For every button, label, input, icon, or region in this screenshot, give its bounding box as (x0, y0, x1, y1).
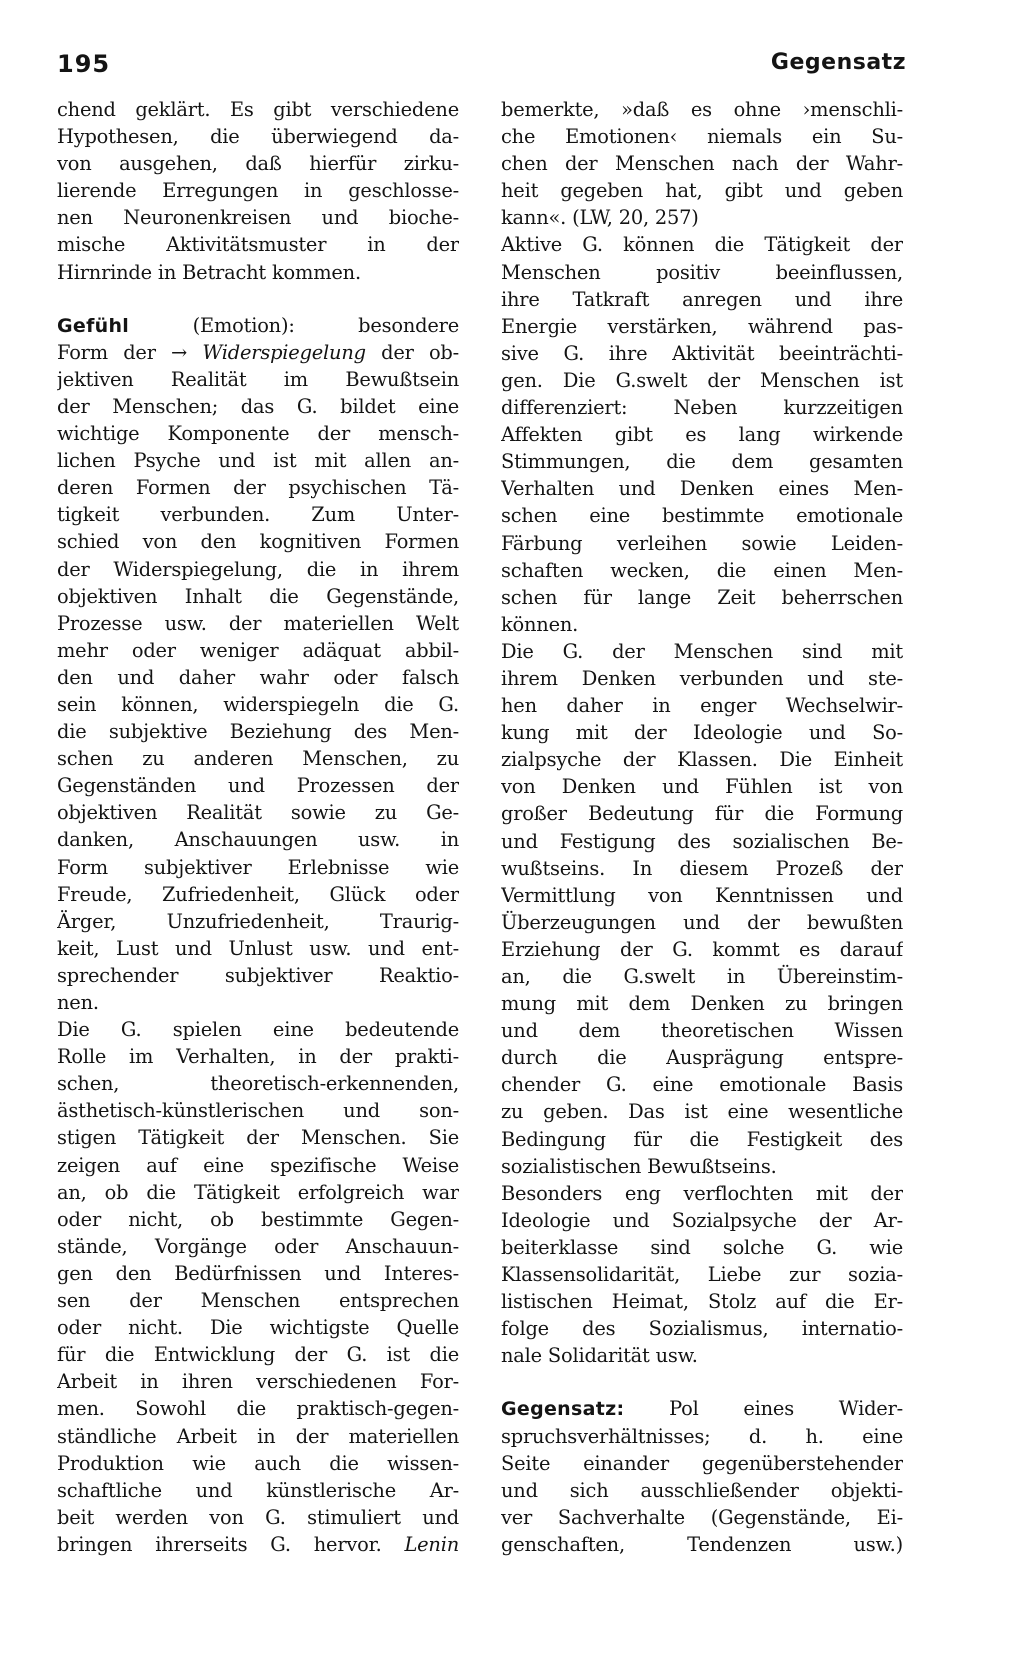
text-line: zu geben. Das ist eine wesentliche (501, 1100, 903, 1124)
headword-continuation: (Emotion): besondere (129, 313, 459, 337)
text-line: der Widerspiegelung, die in ihrem (57, 557, 459, 581)
text-line: chen der Menschen nach der Wahr- (501, 152, 903, 176)
text-line: folge des Sozialismus, internatio- (501, 1317, 903, 1341)
text-line: von ausgehen, daß hierfür zirku- (57, 152, 459, 176)
text-line: genschaften, Tendenzen usw.) (501, 1532, 903, 1556)
text-line: wichtige Komponente der mensch- (57, 422, 459, 446)
text-line (57, 312, 459, 339)
text-line: ästhetisch-künstlerischen und son- (57, 1099, 459, 1123)
text-line: jektiven Realität im Bewußtsein (57, 367, 459, 391)
text-line: schen zu anderen Menschen, zu (57, 747, 459, 771)
text-line: und dem theoretischen Wissen (501, 1019, 903, 1043)
text-line: schen, theoretisch-erkennenden, (57, 1072, 459, 1096)
cross-reference-link[interactable]: Widerspiegelung (202, 340, 366, 364)
entry-gap (57, 286, 459, 312)
entry-gefuehl-continued (501, 96, 903, 1369)
text-line: Hirnrinde in Betracht kommen. (57, 260, 361, 284)
entry-headword: Gegensatz: (501, 1398, 625, 1421)
text-line: Ideologie und Sozialpsyche der Ar- (501, 1208, 903, 1232)
text-line: lichen Psyche und ist mit allen an- (57, 449, 459, 473)
text-line: Besonders eng verflochten mit der (501, 1181, 903, 1205)
text-line: objektiven Inhalt die Gegenstände, (57, 584, 459, 608)
text-line: Gegenständen und Prozessen der (57, 774, 459, 798)
text-line: differenziert: Neben kurzzeitigen (501, 396, 903, 420)
right-column (501, 96, 903, 1558)
text-line: gen den Bedürfnissen und Interes- (57, 1261, 459, 1285)
text-line: Die G. spielen eine bedeutende (57, 1018, 459, 1042)
text-line: Ärger, Unzufriedenheit, Traurig- (57, 909, 459, 933)
left-column (57, 96, 459, 1558)
text-line: beit werden von G. stimuliert und (57, 1505, 459, 1529)
text-line: nen Neuronenkreisen und bioche- (57, 206, 459, 230)
text-line: tigkeit verbunden. Zum Unter- (57, 503, 459, 527)
text-line: Menschen positiv beeinflussen, (501, 260, 903, 284)
text-line: der Menschen; das G. bildet eine (57, 394, 459, 418)
text-line: Verhalten und Denken eines Men- (501, 477, 903, 501)
text-line: Seite einander gegenüberstehender (501, 1451, 903, 1475)
text-line: Stimmungen, die dem gesamten (501, 450, 903, 474)
text-line: stände, Vorgänge oder Anschauun- (57, 1234, 459, 1258)
text-line: kann«. (LW, 20, 257) (501, 206, 699, 230)
text-line: oder nicht. Die wichtigste Quelle (57, 1316, 459, 1340)
text-line: Energie verstärken, während pas- (501, 314, 903, 338)
text-line: sein können, widerspiegeln die G. (57, 692, 459, 716)
text-line: mische Aktivitätsmuster in der (57, 233, 459, 257)
text-line (57, 1531, 459, 1558)
page-number: 195 (57, 50, 111, 78)
text-line: heit gegeben hat, gibt und geben (501, 179, 903, 203)
text-line: kung mit der Ideologie und So- (501, 721, 903, 745)
text-line: mehr oder weniger adäquat abbil- (57, 638, 459, 662)
text-line: zeigen auf eine spezifische Weise (57, 1153, 459, 1177)
text-line (501, 1395, 903, 1422)
author-name: Lenin (404, 1532, 459, 1556)
text-line: men. Sowohl die praktisch-gegen- (57, 1397, 459, 1421)
text-line: können. (501, 612, 579, 636)
text-line: ständliche Arbeit in der materiellen (57, 1424, 459, 1448)
text-line: hen daher in enger Wechselwir- (501, 694, 903, 718)
cross-reference-prefix: Form der → (57, 340, 203, 364)
text-line: sen der Menschen entsprechen (57, 1289, 459, 1313)
text-line: den und daher wahr oder falsch (57, 665, 459, 689)
text-line: stigen Tätigkeit der Menschen. Sie (57, 1126, 459, 1150)
headword-continuation: Pol eines Wider- (624, 1397, 903, 1421)
entry-headword: Gefühl (57, 314, 130, 337)
text-line: und Festigung des sozialischen Be- (501, 829, 903, 853)
text-line: Klassensolidarität, Liebe zur sozia- (501, 1263, 903, 1287)
text-line: Produktion wie auch die wissen- (57, 1451, 459, 1475)
text-line: nale Solidarität usw. (501, 1344, 698, 1368)
text-line: schen eine bestimmte emotionale (501, 504, 903, 528)
text-line: lierende Erregungen in geschlosse- (57, 179, 459, 203)
text-line: Prozesse usw. der materiellen Welt (57, 611, 459, 635)
text-line: schied von den kognitiven Formen (57, 530, 459, 554)
text-line: für die Entwicklung der G. ist die (57, 1343, 459, 1367)
text-line: gen. Die G.swelt der Menschen ist (501, 368, 903, 392)
text-line: Färbung verleihen sowie Leiden- (501, 531, 903, 555)
text-line: Form subjektiver Erlebnisse wie (57, 855, 459, 879)
text-line: Rolle im Verhalten, in der prakti- (57, 1045, 459, 1069)
text-line: Arbeit in ihren verschiedenen For- (57, 1370, 459, 1394)
text-line: von Denken und Fühlen ist von (501, 775, 903, 799)
entry-gegensatz (501, 1395, 903, 1558)
text-line: sive G. ihre Aktivität beeinträchti- (501, 341, 903, 365)
continuation-paragraph (57, 96, 459, 286)
text-line: an, ob die Tätigkeit erfolgreich war (57, 1180, 459, 1204)
text-line: bemerkte, »daß es ohne ›menschli- (501, 98, 903, 121)
text-line: an, die G.swelt in Übereinstim- (501, 965, 903, 988)
text-line: ihre Tatkraft anregen und ihre (501, 287, 903, 311)
entry-gefuehl (57, 312, 459, 1558)
text-line: großer Bedeutung für die Formung (501, 802, 903, 826)
text-line: zialpsyche der Klassen. Die Einheit (501, 748, 903, 772)
cross-reference-suffix: der ob- (365, 340, 459, 364)
text-fragment: bringen ihrerseits G. hervor. (57, 1532, 405, 1556)
text-line: keit, Lust und Unlust usw. und ent- (57, 936, 459, 960)
text-line: Bedingung für die Festigkeit des (501, 1127, 903, 1151)
text-line: und sich ausschließender objekti- (501, 1478, 903, 1502)
text-line: ihrem Denken verbunden und ste- (501, 666, 903, 690)
text-line: die subjektive Beziehung des Men- (57, 720, 459, 744)
running-head: Gegensatz (770, 50, 906, 75)
text-line: Affekten gibt es lang wirkende (501, 423, 903, 447)
text-line: Vermittlung von Kenntnissen und (501, 883, 903, 907)
text-line: durch die Ausprägung entspre- (501, 1046, 903, 1070)
text-line: che Emotionen‹ niemals ein Su- (501, 125, 903, 149)
text-line: schen für lange Zeit beherrschen (501, 585, 903, 609)
text-line: sozialistischen Bewußtseins. (501, 1154, 777, 1178)
text-line: beiterklasse sind solche G. wie (501, 1235, 903, 1259)
text-line: mung mit dem Denken zu bringen (501, 992, 903, 1016)
text-line: Überzeugungen und der bewußten (501, 910, 903, 934)
text-line: schaften wecken, die einen Men- (501, 558, 903, 582)
entry-gap (501, 1369, 903, 1395)
text-line: Die G. der Menschen sind mit (501, 639, 903, 663)
text-line: oder nicht, ob bestimmte Gegen- (57, 1207, 459, 1231)
text-line: spruchsverhältnisses; d. h. eine (501, 1424, 903, 1448)
text-line: Aktive G. können die Tätigkeit der (501, 233, 903, 257)
text-line: chend geklärt. Es gibt verschiedene (57, 98, 459, 121)
text-line: wußtseins. In diesem Prozeß der (501, 856, 903, 880)
text-line: danken, Anschauungen usw. in (57, 828, 459, 852)
text-line: Freude, Zufriedenheit, Glück oder (57, 882, 459, 906)
text-line: chender G. eine emotionale Basis (501, 1073, 903, 1097)
text-line (57, 339, 459, 366)
text-line: sprechender subjektiver Reaktio- (57, 963, 459, 987)
text-line: objektiven Realität sowie zu Ge- (57, 801, 459, 825)
text-line: Hypothesen, die überwiegend da- (57, 125, 459, 149)
text-line: nen. (57, 991, 99, 1014)
text-line: Erziehung der G. kommt es darauf (501, 937, 903, 961)
text-line: deren Formen der psychischen Tä- (57, 476, 459, 500)
text-line: schaftliche und künstlerische Ar- (57, 1478, 459, 1502)
text-line: ver Sachverhalte (Gegenstände, Ei- (501, 1505, 903, 1529)
text-line: listischen Heimat, Stolz auf die Er- (501, 1290, 903, 1314)
